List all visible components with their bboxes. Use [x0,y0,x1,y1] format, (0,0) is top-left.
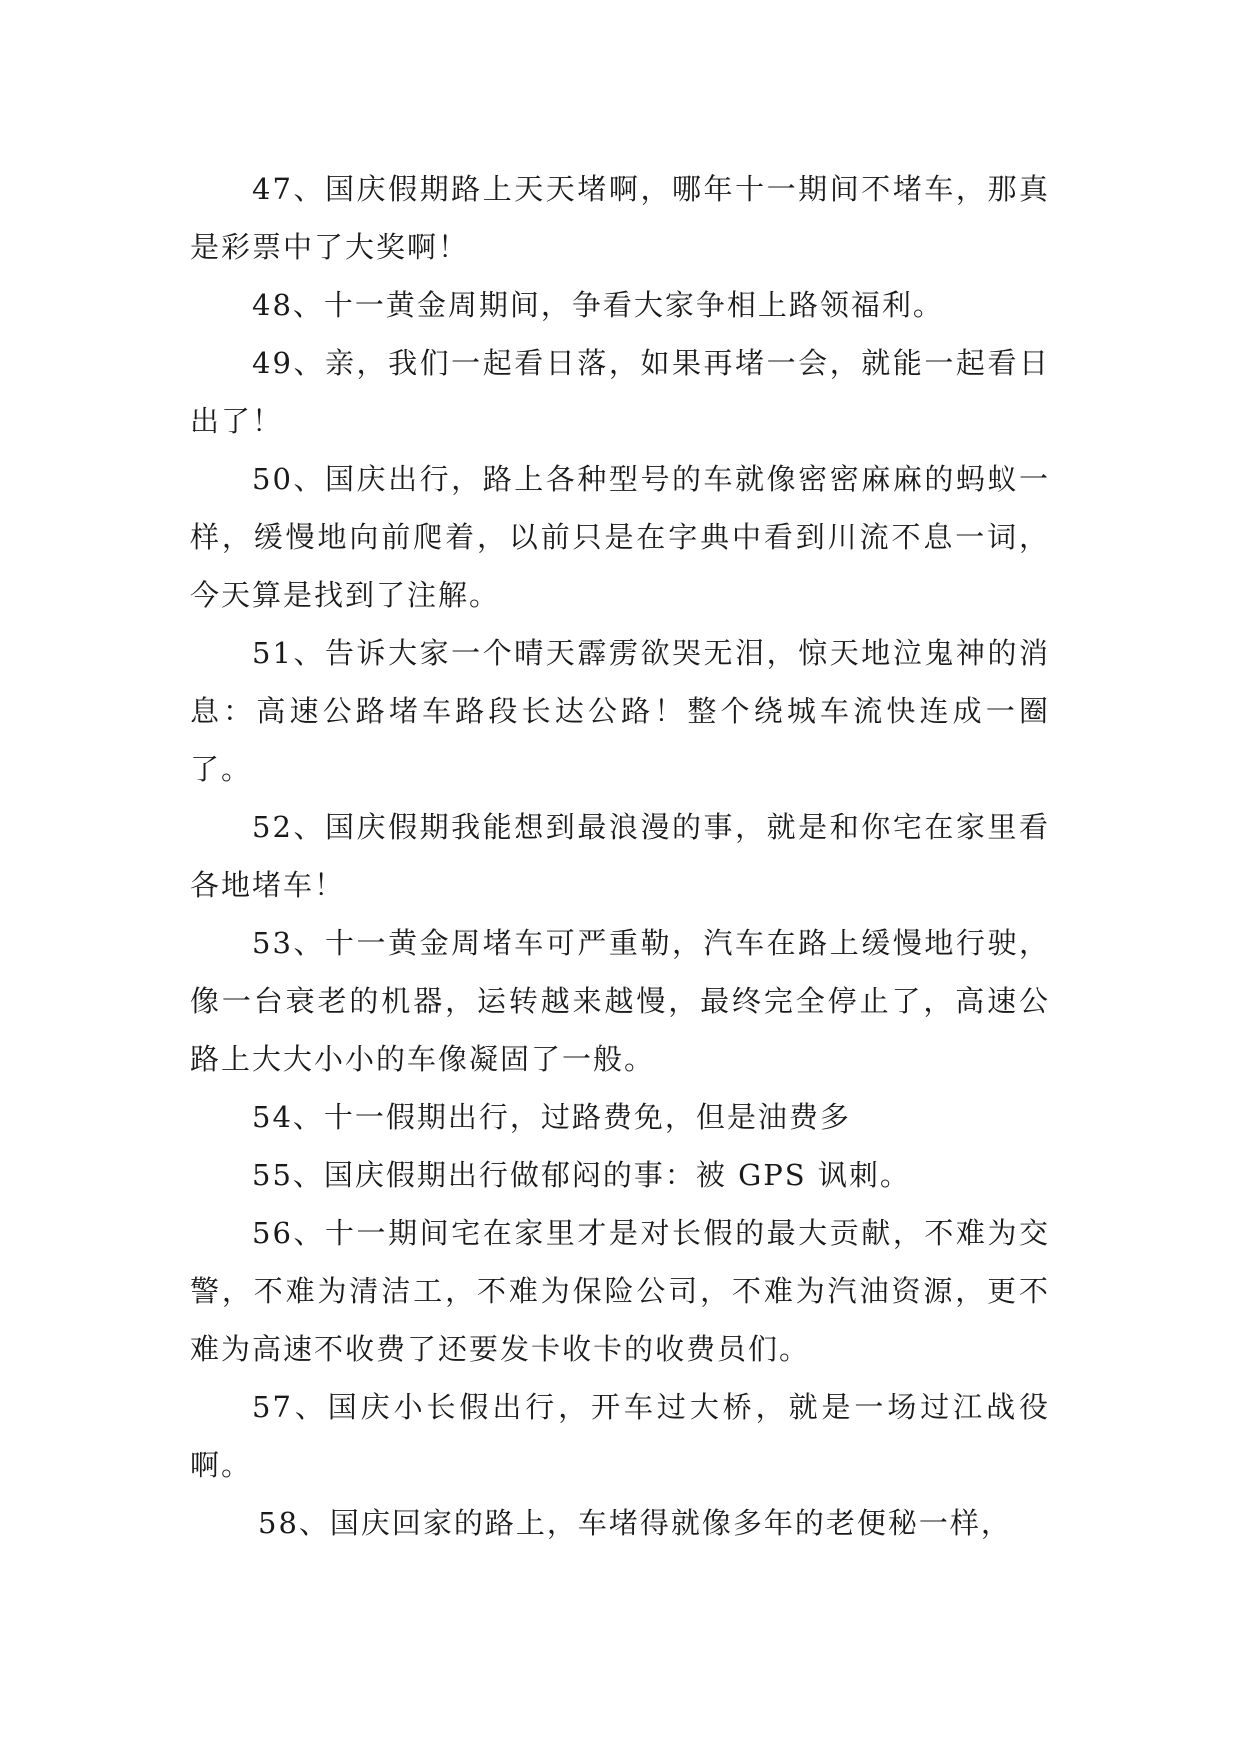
paragraph-53: 53、十一黄金周堵车可严重勒，汽车在路上缓慢地行驶，像一台衰老的机器，运转越来越慢，最终完全停止了，高速公路上大大小小的车像凝固了一般。 [190,926,1050,1076]
paragraph-50: 50、国庆出行，路上各种型号的车就像密密麻麻的蚂蚁一样，缓慢地向前爬着，以前只是在字典中看到川流不息一词，今天算是找到了注解。 [190,462,1050,612]
document-body [190,160,1050,1552]
paragraph-57: 57、国庆小长假出行，开车过大桥，就是一场过江战役啊。 [190,1390,1050,1482]
paragraph-56: 56、十一期间宅在家里才是对长假的最大贡献，不难为交警，不难为清洁工，不难为保险公司，不难为汽油资源，更不难为高速不收费了还要发卡收卡的收费员们。 [190,1216,1050,1366]
paragraph-54: 54、十一假期出行，过路费免，但是油费多 [252,1100,851,1134]
paragraph-48: 48、十一黄金周期间，争看大家争相上路领福利。 [252,288,944,322]
paragraph-52: 52、国庆假期我能想到最浪漫的事，就是和你宅在家里看各地堵车！ [190,810,1050,902]
paragraph-58: 58、国庆回家的路上，车堵得就像多年的老便秘一样， [258,1506,1012,1540]
paragraph-55: 55、国庆假期出行做郁闷的事：被 GPS 讽刺。 [252,1158,911,1192]
paragraph-47: 47、国庆假期路上天天堵啊，哪年十一期间不堵车，那真是彩票中了大奖啊！ [190,172,1050,264]
paragraph-49: 49、亲，我们一起看日落，如果再堵一会，就能一起看日出了！ [190,346,1050,438]
paragraph-51: 51、告诉大家一个晴天霹雳欲哭无泪，惊天地泣鬼神的消息：高速公路堵车路段长达公路！整个绕城车流快连成一圈了。 [190,636,1050,786]
